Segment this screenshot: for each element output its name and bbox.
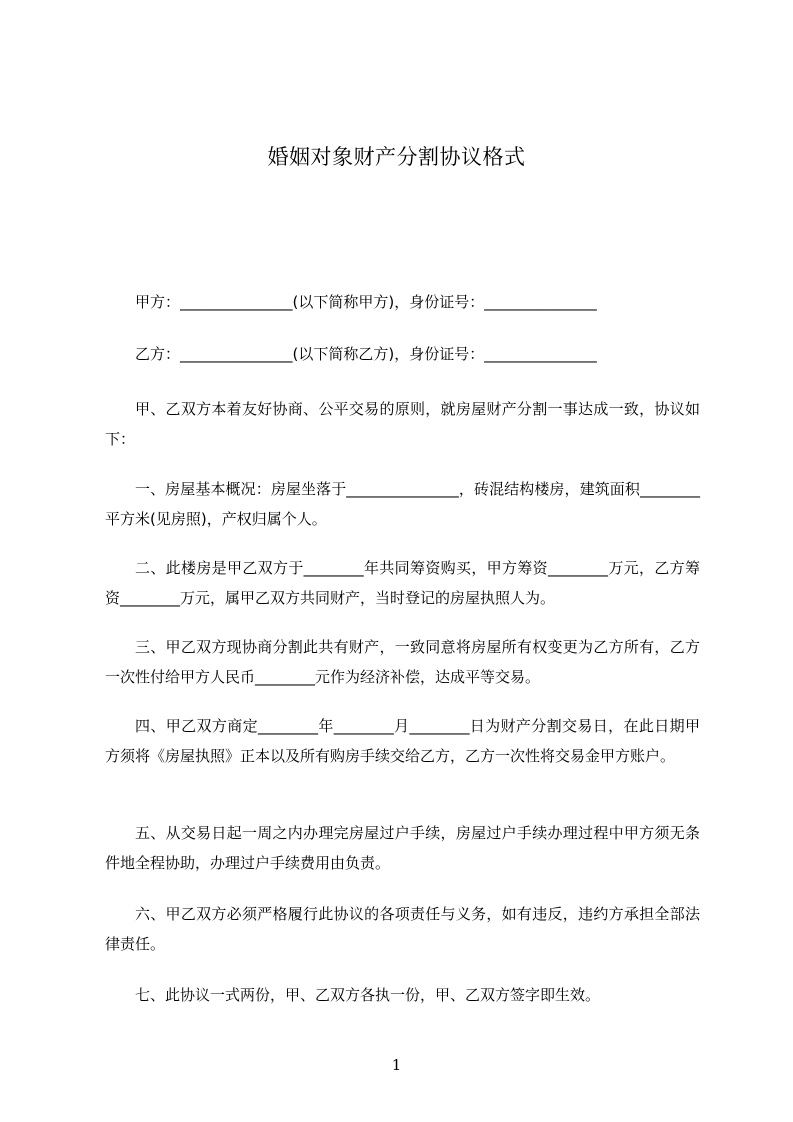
clause-5: 五、从交易日起一周之内办理完房屋过户手续，房屋过户手续办理过程中甲方须无条件地全程协助，办理过户手续费用由负责。 [105,824,700,872]
clause-1: 一、房屋基本概况：房屋坐落于_______________，砖混结构楼房，建筑面积________平方米(见房照)，产权归属个人。 [105,480,700,528]
preamble-paragraph: 甲、乙双方本着友好协商、公平交易的原则，就房屋财产分割一事达成一致，协议如下： [105,400,700,448]
party-b-line: 乙方：_______________(以下简称乙方)，身份证号：_______________ [135,345,597,363]
document-title: 婚姻对象财产分割协议格式 [267,145,526,169]
clause-2: 二、此楼房是甲乙双方于________年共同筹资购买，甲方筹资________万元，乙方筹资________万元，属甲乙双方共同财产，当时登记的房屋执照人为。 [105,559,700,607]
party-a-line: 甲方：_______________(以下简称甲方)，身份证号：_______________ [135,293,597,311]
clause-7: 七、此协议一式两份，甲、乙双方各执一份，甲、乙双方签字即生效。 [135,986,601,1004]
clause-4: 四、甲乙双方商定________年________月________日为财产分割交易日，在此日期甲方须将《房屋执照》正本以及所有购房手续交给乙方，乙方一次性将交易金甲方账户。 [105,717,700,765]
clause-6: 六、甲乙双方必须严格履行此协议的各项责任与义务，如有违反，违约方承担全部法律责任。 [105,905,700,953]
page-number: 1 [391,1056,402,1074]
clause-3: 三、甲乙双方现协商分割此共有财产，一致同意将房屋所有权变更为乙方所有，乙方一次性付给甲方人民币________元作为经济补偿，达成平等交易。 [105,638,700,686]
